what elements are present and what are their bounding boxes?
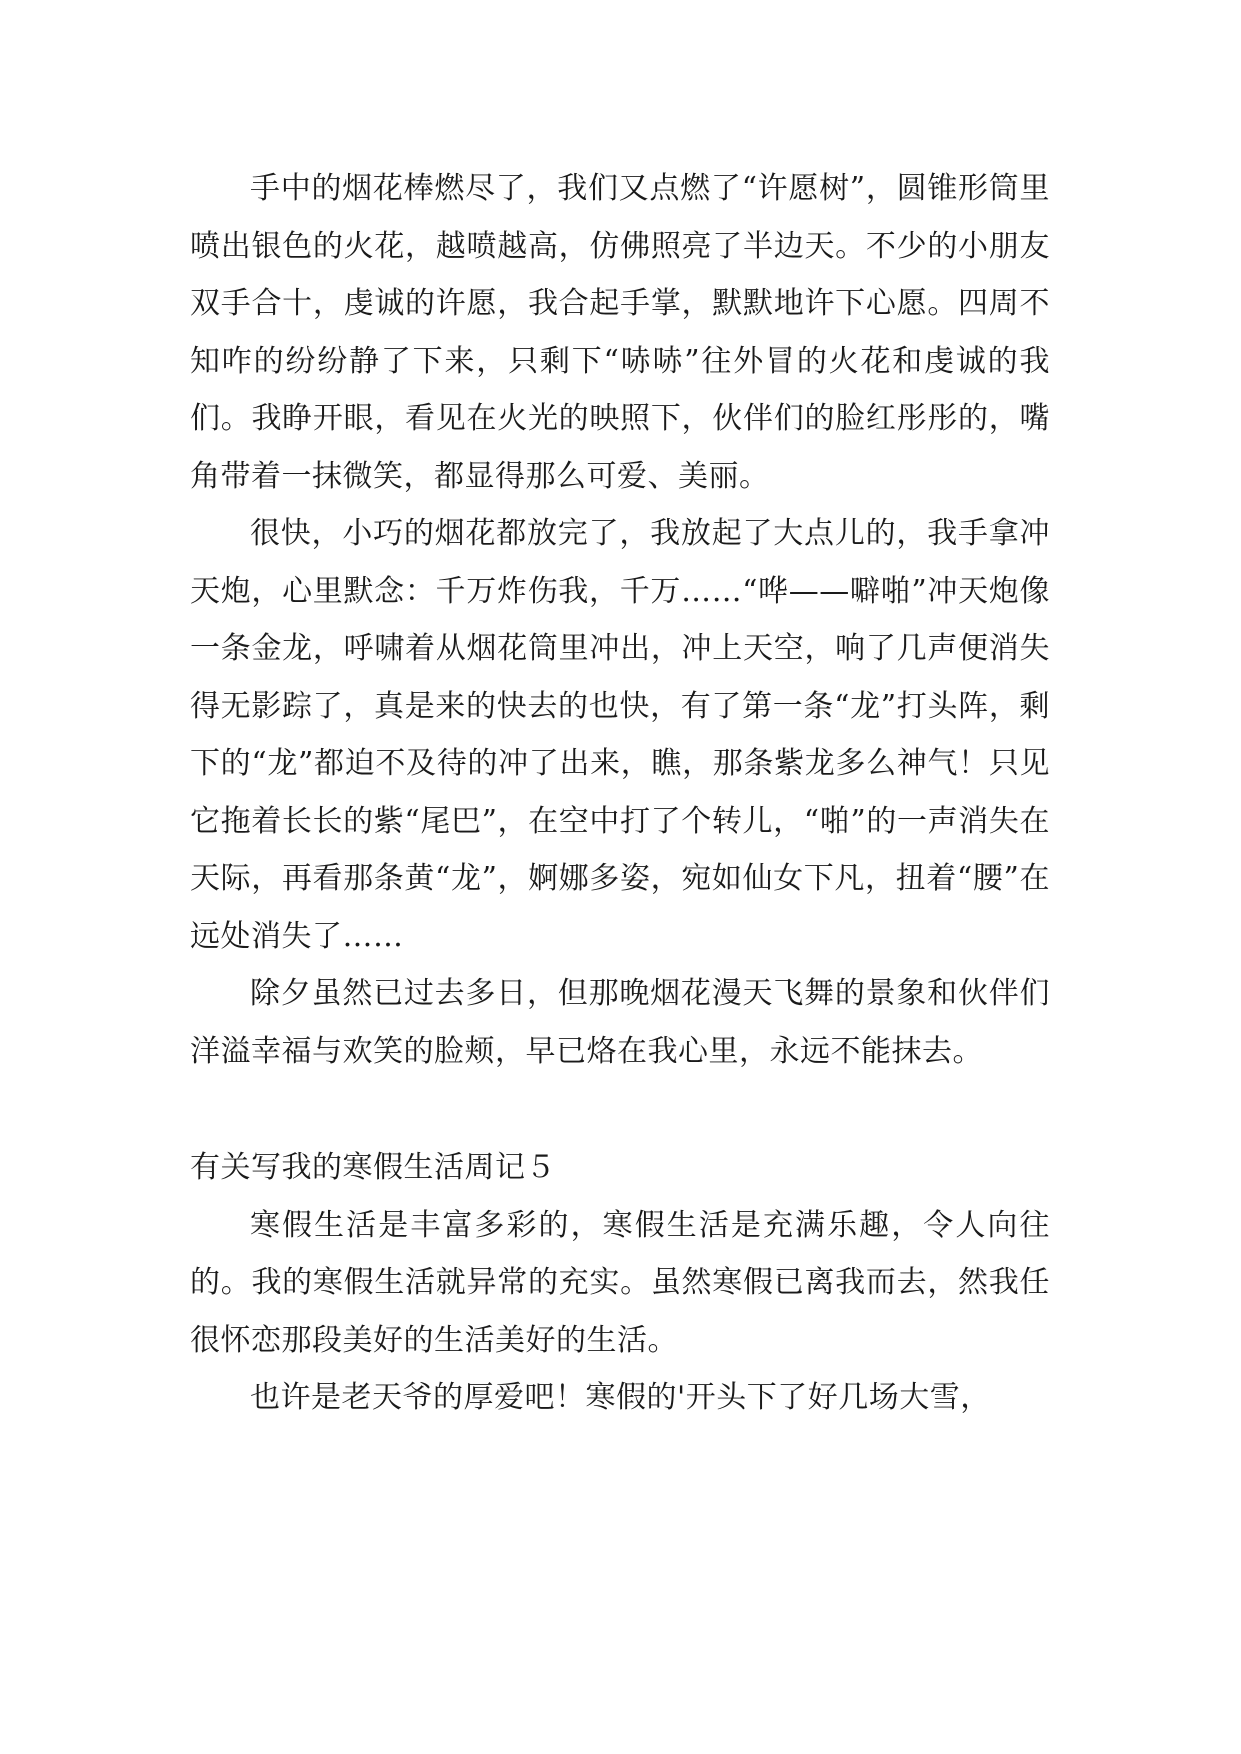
paragraph-new-year-eve-memory: 除夕虽然已过去多日，但那晚烟花漫天飞舞的景象和伙伴们洋溢幸福与欢笑的脸颊，早已烙在我心里，永远不能抹去。 xyxy=(190,976,1050,1069)
paragraph-rockets: 很快，小巧的烟花都放完了，我放起了大点儿的，我手拿冲天炮，心里默念：千万炸伤我，千万……“哗——噼啪”冲天炮像一条金龙，呼啸着从烟花筒里冲出，冲上天空，响了几声便消失得无影踪了，真是来的快去的也快，有了第一条“龙”打头阵，剩下的“龙”都迫不及待的冲了出来，瞧，那条紫龙多么神气！只见它拖着长长的紫“尾巴”，在空中打了个转儿，“啪”的一声消失在天际，再看那条黄“龙”，婀娜多姿，宛如仙女下凡，扭着“腰”在远处消失了…… xyxy=(190,516,1050,954)
paragraph-winter-vacation-intro: 寒假生活是丰富多彩的，寒假生活是充满乐趣，令人向往的。我的寒假生活就异常的充实。虽然寒假已离我而去，然我任很怀恋那段美好的生活美好的生活。 xyxy=(190,1207,1050,1358)
document-body xyxy=(190,160,1050,1427)
paragraph-snow: 也许是老天爷的厚爱吧！寒假的'开头下了好几场大雪， xyxy=(250,1380,991,1415)
section-title: 有关写我的寒假生活周记５ xyxy=(190,1150,556,1185)
paragraph-wish-tree: 手中的烟花棒燃尽了，我们又点燃了“许愿树”，圆锥形筒里喷出银色的火花，越喷越高，仿佛照亮了半边天。不少的小朋友双手合十，虔诚的许愿，我合起手掌，默默地许下心愿。四周不知咋的纷纷静了下来，只剩下“哧哧”往外冒的火花和虔诚的我们。我睁开眼，看见在火光的映照下，伙伴们的脸红彤彤的，嘴角带着一抹微笑，都显得那么可爱、美丽。 xyxy=(190,171,1050,494)
